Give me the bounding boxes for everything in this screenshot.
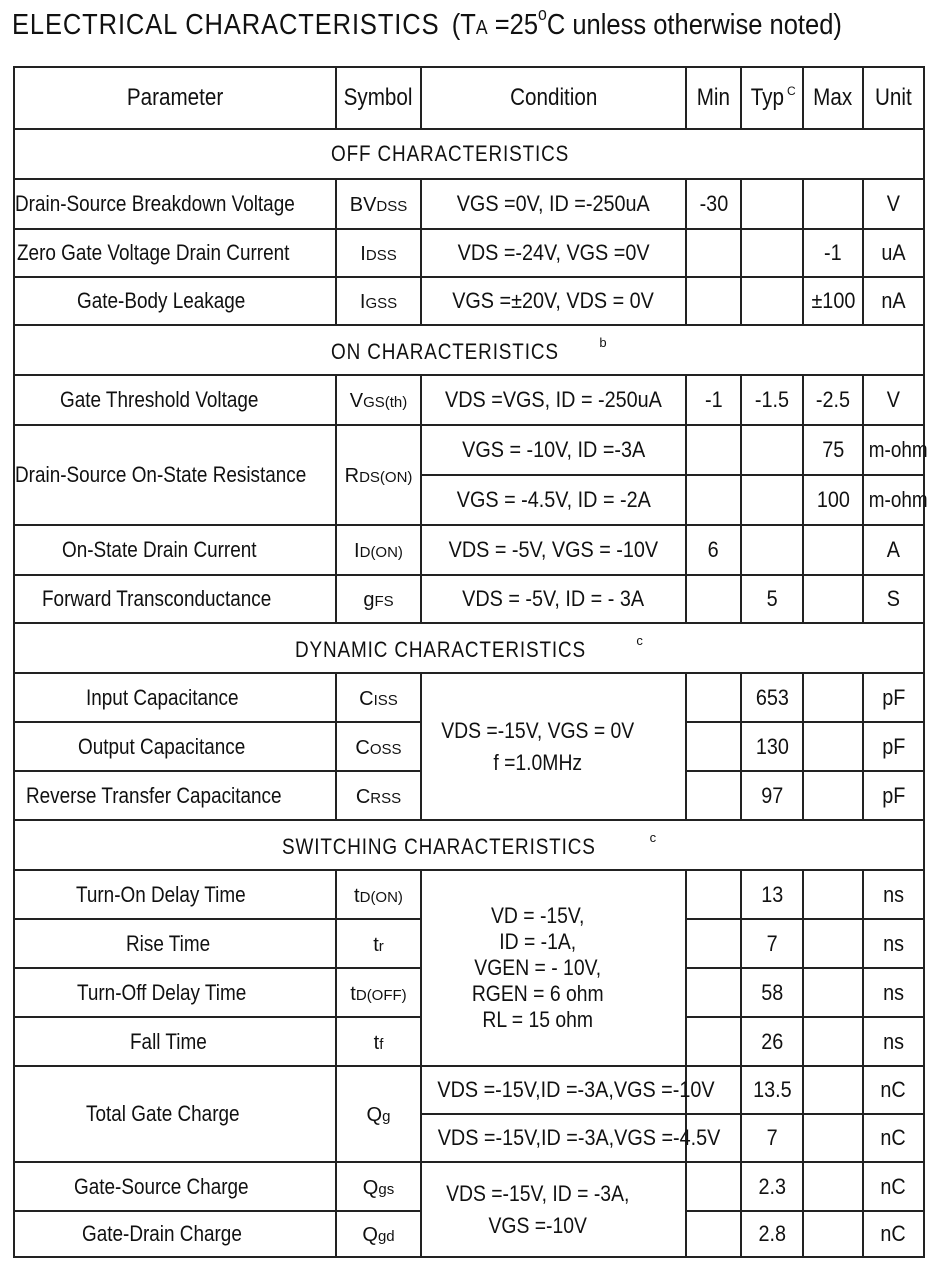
- table-cell: [741, 425, 803, 475]
- table-cell: ID(ON): [336, 525, 421, 575]
- table-cell: [741, 229, 803, 277]
- section-dynamic: DYNAMIC CHARACTERISTICS $^c$: [14, 623, 924, 673]
- table-cell: 58: [741, 968, 803, 1017]
- table-cell: [741, 277, 803, 325]
- table-cell: 7: [741, 919, 803, 968]
- table-header-row: [14, 67, 924, 129]
- table-cell: [803, 575, 863, 623]
- table-cell: [686, 722, 741, 771]
- table-cell: 26: [741, 1017, 803, 1066]
- table-cell: m-ohm: [863, 425, 924, 475]
- table-cell: [686, 919, 741, 968]
- switching-conditions: VD = -15V, ID = -1A, VGEN = - 10V, RGEN = 6 ohm RL = 15 ohm: [421, 870, 686, 1066]
- table-cell: Zero Gate Voltage Drain Current: [14, 229, 336, 277]
- table-cell: VDS =VGS, ID = -250uA: [421, 375, 686, 425]
- table-cell: Gate-Source Charge: [14, 1162, 336, 1211]
- table-cell: [803, 179, 863, 229]
- section-row: [14, 325, 924, 375]
- table-cell: -1.5: [741, 375, 803, 425]
- table-cell: ±100: [803, 277, 863, 325]
- table-cell: 5: [741, 575, 803, 623]
- table-cell: VDS =-24V, VGS =0V: [421, 229, 686, 277]
- table-cell: pF: [863, 771, 924, 820]
- table-cell: -30: [686, 179, 741, 229]
- table-cell: nC: [863, 1066, 924, 1114]
- table-cell: [803, 968, 863, 1017]
- table-cell: BVDSS: [336, 179, 421, 229]
- table-cell: Total Gate Charge: [14, 1066, 336, 1162]
- table-cell: Turn-On Delay Time: [14, 870, 336, 919]
- table-cell: VGS =±20V, VDS = 0V: [421, 277, 686, 325]
- table-cell: 130: [741, 722, 803, 771]
- table-cell: Output Capacitance: [14, 722, 336, 771]
- table-cell: VGS = -4.5V, ID = -2A: [421, 475, 686, 525]
- table-cell: Drain-Source On-State Resistance: [14, 425, 336, 525]
- table-cell: 7: [741, 1114, 803, 1162]
- table-cell: Input Capacitance: [14, 673, 336, 722]
- table-row: [14, 229, 924, 277]
- table-cell: [686, 1162, 741, 1211]
- table-cell: [803, 1162, 863, 1211]
- header-parameter: Parameter: [14, 67, 336, 129]
- table-row: [14, 1162, 924, 1211]
- table-cell: [686, 673, 741, 722]
- table-cell: [686, 475, 741, 525]
- table-cell: VGS(th): [336, 375, 421, 425]
- table-cell: [686, 771, 741, 820]
- section-off: OFF CHARACTERISTICS: [14, 129, 924, 179]
- page-title: [12, 4, 842, 42]
- table-cell: nC: [863, 1211, 924, 1257]
- table-row: [14, 1066, 924, 1114]
- table-cell: [803, 771, 863, 820]
- table-cell: Fall Time: [14, 1017, 336, 1066]
- table-cell: VGS =0V, ID =-250uA: [421, 179, 686, 229]
- table-cell: COSS: [336, 722, 421, 771]
- header-unit: Unit: [863, 67, 924, 129]
- table-cell: V: [863, 375, 924, 425]
- table-cell: [803, 525, 863, 575]
- table-cell: m-ohm: [863, 475, 924, 525]
- dynamic-conditions: VDS =-15V, VGS = 0V f =1.0MHz: [421, 673, 686, 820]
- table-cell: [686, 575, 741, 623]
- table-cell: ns: [863, 870, 924, 919]
- section-row: [14, 623, 924, 673]
- table-cell: [686, 968, 741, 1017]
- table-cell: [686, 229, 741, 277]
- header-min: Min: [686, 67, 741, 129]
- table-row: [14, 525, 924, 575]
- table-cell: [803, 1211, 863, 1257]
- table-cell: nA: [863, 277, 924, 325]
- table-row: [14, 277, 924, 325]
- table-cell: A: [863, 525, 924, 575]
- table-cell: 653: [741, 673, 803, 722]
- section-switching: SWITCHING CHARACTERISTICS $^c$: [14, 820, 924, 870]
- table-cell: pF: [863, 722, 924, 771]
- charge-conditions: VDS =-15V, ID = -3A, VGS =-10V: [421, 1162, 686, 1257]
- table-row: [14, 179, 924, 229]
- table-cell: [803, 1066, 863, 1114]
- table-cell: [803, 1017, 863, 1066]
- table-cell: [803, 673, 863, 722]
- header-typ: Typ $^C$: [741, 67, 803, 129]
- table-cell: CISS: [336, 673, 421, 722]
- table-cell: -1: [803, 229, 863, 277]
- electrical-characteristics-table: [13, 66, 928, 1258]
- table-cell: 2.3: [741, 1162, 803, 1211]
- table-cell: Gate-Body Leakage: [14, 277, 336, 325]
- table-cell: pF: [863, 673, 924, 722]
- table-cell: [686, 870, 741, 919]
- table-row: [14, 425, 924, 475]
- table-cell: [803, 722, 863, 771]
- table-cell: Reverse Transfer Capacitance: [14, 771, 336, 820]
- table-cell: Gate-Drain Charge: [14, 1211, 336, 1257]
- table-cell: [741, 179, 803, 229]
- title-condition: ($TA =25^oC$ unless otherwise noted): [451, 4, 842, 41]
- table-cell: Qg: [336, 1066, 421, 1162]
- table-cell: 13: [741, 870, 803, 919]
- table-cell: [686, 1017, 741, 1066]
- table-cell: tD(OFF): [336, 968, 421, 1017]
- table-cell: gFS: [336, 575, 421, 623]
- table-cell: tD(ON): [336, 870, 421, 919]
- table-cell: nC: [863, 1162, 924, 1211]
- table-cell: 13.5: [741, 1066, 803, 1114]
- table-cell: Drain-Source Breakdown Voltage: [14, 179, 336, 229]
- header-condition: Condition: [421, 67, 686, 129]
- table-cell: CRSS: [336, 771, 421, 820]
- header-symbol: Symbol: [336, 67, 421, 129]
- table-cell: Forward Transconductance: [14, 575, 336, 623]
- table-cell: tr: [336, 919, 421, 968]
- table-cell: ns: [863, 1017, 924, 1066]
- title-main: ELECTRICAL CHARACTERISTICS: [12, 9, 440, 41]
- section-row: [14, 820, 924, 870]
- section-row: [14, 129, 924, 179]
- table-cell: 97: [741, 771, 803, 820]
- header-max: Max: [803, 67, 863, 129]
- table-cell: Turn-Off Delay Time: [14, 968, 336, 1017]
- table-cell: [803, 1114, 863, 1162]
- table-cell: Rise Time: [14, 919, 336, 968]
- table-cell: [803, 919, 863, 968]
- table-cell: 2.8: [741, 1211, 803, 1257]
- table-cell: VDS = -5V, VGS = -10V: [421, 525, 686, 575]
- table-cell: IDSS: [336, 229, 421, 277]
- table-cell: On-State Drain Current: [14, 525, 336, 575]
- section-on: ON CHARACTERISTICS $^b$: [14, 325, 924, 375]
- table-cell: 6: [686, 525, 741, 575]
- table-cell: VGS = -10V, ID =-3A: [421, 425, 686, 475]
- table-cell: [686, 277, 741, 325]
- table-row: [14, 673, 924, 722]
- table-cell: 75: [803, 425, 863, 475]
- table-cell: VDS =-15V,ID =-3A,VGS =-10V: [421, 1066, 686, 1114]
- table-cell: [686, 1211, 741, 1257]
- table-cell: 100: [803, 475, 863, 525]
- table-cell: Gate Threshold Voltage: [14, 375, 336, 425]
- table-cell: VDS = -5V, ID = - 3A: [421, 575, 686, 623]
- table-cell: [741, 475, 803, 525]
- table-cell: [803, 870, 863, 919]
- table-row: [14, 575, 924, 623]
- table-cell: nC: [863, 1114, 924, 1162]
- table-row: [14, 375, 924, 425]
- table-cell: [686, 425, 741, 475]
- table-row: [14, 870, 924, 919]
- table-cell: RDS(ON): [336, 425, 421, 525]
- table-cell: VDS =-15V,ID =-3A,VGS =-4.5V: [421, 1114, 686, 1162]
- table-cell: S: [863, 575, 924, 623]
- table-cell: -2.5: [803, 375, 863, 425]
- table-cell: V: [863, 179, 924, 229]
- table-cell: -1: [686, 375, 741, 425]
- table-cell: [741, 525, 803, 575]
- table-cell: ns: [863, 919, 924, 968]
- table-cell: Qgs: [336, 1162, 421, 1211]
- table-cell: uA: [863, 229, 924, 277]
- table-cell: Qgd: [336, 1211, 421, 1257]
- table-cell: IGSS: [336, 277, 421, 325]
- table-cell: tf: [336, 1017, 421, 1066]
- table-cell: ns: [863, 968, 924, 1017]
